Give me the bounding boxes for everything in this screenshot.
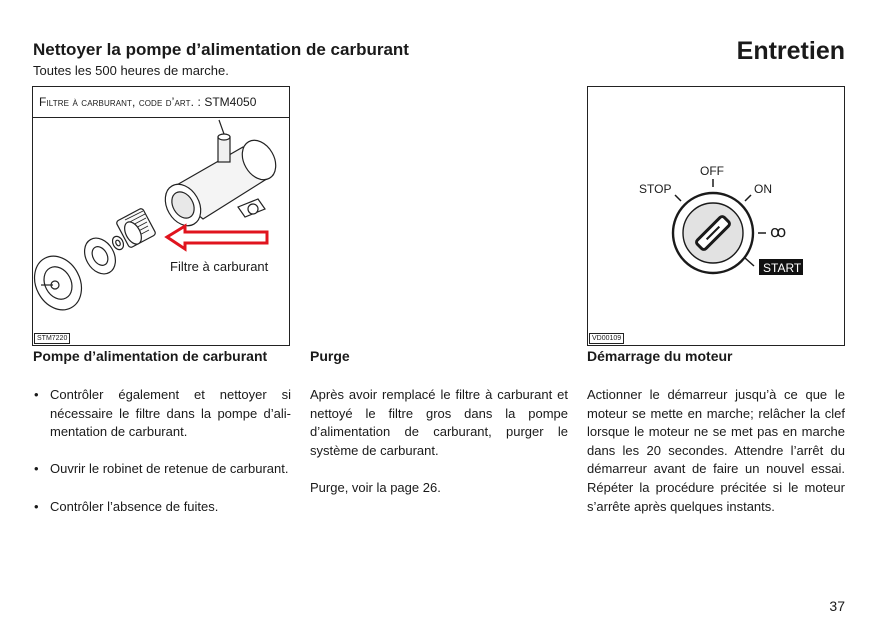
red-arrow-icon: [167, 226, 267, 249]
glow-plug-label: ꝏ: [770, 224, 787, 241]
key-switch-illustration: [588, 87, 846, 347]
page-title: Nettoyer la pompe d’alimentation de carburant: [33, 40, 409, 59]
heading-fuel-pump: Pompe d’alimentation de carburant: [33, 348, 268, 364]
engine-start-instructions: [587, 386, 845, 516]
paragraph: Après avoir remplacé le filtre à carburant et nettoyé le filtre gros dans la pompe d’alimentation de carburant, purger le système de carburant.: [310, 387, 568, 458]
paragraph: Purge, voir la page 26.: [310, 479, 441, 495]
ignition-switch-figure: [587, 86, 845, 346]
list-item: • Ouvrir le robinet de retenue de carburant.: [33, 460, 291, 479]
figure-code: VD00109: [589, 333, 624, 344]
fuel-pump-illustration: [33, 87, 291, 347]
paragraph: Actionner le démarreur jusqu’à ce que le moteur se mette en marche; relâcher la clef lorsque le moteur ne se met pas en marche dans les 20 secondes. Attendre l’arrêt du démarreur avant de faire un nouvel essai. Répéter la procédure précitée si le moteur s’arrête après quelques instants.: [587, 387, 845, 514]
section-title: Entretien: [736, 37, 845, 65]
fuel-pump-instructions: [33, 386, 291, 535]
figure-caption-prefix: Filtre à carburant, code d’art. :: [39, 95, 205, 109]
purge-instructions: [310, 386, 568, 498]
heading-purge: Purge: [310, 348, 350, 364]
figure-code: STM7220: [34, 333, 70, 344]
on-label: ON: [754, 182, 772, 196]
off-label: OFF: [700, 164, 724, 178]
list-item: • Contrôler l’absence de fuites.: [33, 498, 291, 517]
heading-engine-start: Démarrage du moteur: [587, 348, 733, 364]
filter-label: Filtre à carburant: [170, 259, 269, 274]
stop-label: STOP: [639, 182, 672, 196]
list-item: • Contrôler également et nettoyer si nécessaire le filtre dans la pompe d’alimentation de carburant.: [33, 386, 291, 442]
start-label: START: [763, 261, 802, 275]
page-number: 37: [829, 598, 845, 614]
page-subtitle: Toutes les 500 heures de marche.: [33, 63, 229, 78]
figure-caption-code: STM4050: [204, 95, 257, 109]
fuel-filter-figure: [32, 86, 290, 346]
